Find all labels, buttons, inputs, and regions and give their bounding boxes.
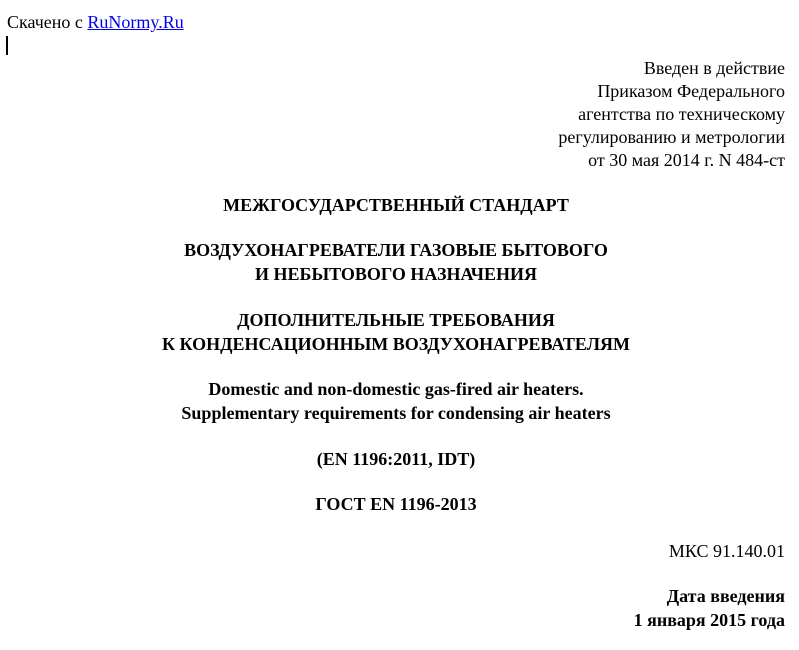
source-line (7, 11, 184, 33)
english-title-line: Domestic and non-domestic gas-fired air heaters. (208, 379, 584, 399)
approval-line: от 30 мая 2014 г. N 484-ст (588, 150, 785, 170)
document-subtitle (0, 308, 792, 356)
source-prefix: Скачено с (7, 12, 88, 32)
approval-line: Введен в действие (643, 58, 785, 78)
effective-date-label: Дата введения (666, 586, 785, 606)
text-cursor (6, 36, 8, 55)
effective-date-block (634, 584, 785, 632)
equivalence-note: (EN 1196:2011, IDT) (316, 449, 476, 469)
source-link[interactable]: RuNormy.Ru (87, 12, 184, 32)
approval-line: регулированию и метрологии (558, 127, 785, 147)
document-subtitle-line: К КОНДЕНСАЦИОННЫМ ВОЗДУХОНАГРЕВАТЕЛЯМ (161, 334, 631, 354)
document-title-line: И НЕБЫТОВОГО НАЗНАЧЕНИЯ (255, 264, 537, 284)
classification-code: МКС 91.140.01 (668, 541, 785, 561)
approval-block (558, 57, 785, 172)
document-title (0, 238, 792, 286)
approval-line: Приказом Федерального (597, 81, 785, 101)
approval-line: агентства по техническому (578, 104, 785, 124)
document-title-line: ВОЗДУХОНАГРЕВАТЕЛИ ГАЗОВЫЕ БЫТОВОГО (184, 240, 608, 260)
standard-type-heading: МЕЖГОСУДАРСТВЕННЫЙ СТАНДАРТ (223, 195, 569, 215)
document-subtitle-line: ДОПОЛНИТЕЛЬНЫЕ ТРЕБОВАНИЯ (237, 310, 555, 330)
standard-designation: ГОСТ EN 1196-2013 (315, 494, 477, 514)
effective-date-value: 1 января 2015 года (633, 610, 785, 630)
english-title-line: Supplementary requirements for condensing air heaters (181, 403, 611, 423)
english-title (0, 377, 792, 425)
